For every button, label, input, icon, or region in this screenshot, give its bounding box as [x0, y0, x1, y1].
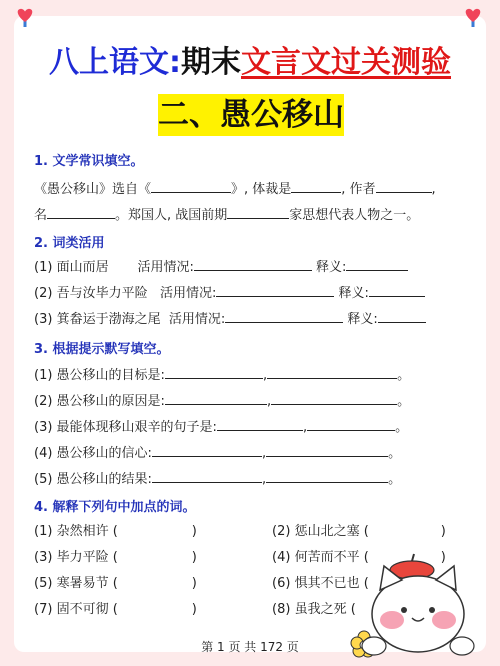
list-item [34, 468, 401, 487]
item-number: (1) [34, 260, 53, 275]
page-footer: 第 1 页 共 172 页 [201, 640, 299, 654]
item-text: 毕力平险 ( [56, 550, 118, 565]
usage-label: 活用情况: [137, 260, 194, 275]
answer-blank[interactable] [266, 444, 388, 457]
usage-label: 活用情况: [168, 312, 226, 327]
answer-blank[interactable] [225, 310, 343, 323]
item-text: (5) 愚公移山的结果: [34, 472, 152, 487]
list-item [34, 442, 401, 461]
answer-blank[interactable] [267, 366, 397, 379]
answer-blank[interactable] [151, 180, 231, 193]
item-number: (3) [34, 550, 53, 565]
answer-blank[interactable] [266, 470, 388, 483]
item-text: 惩山北之塞 ( [294, 524, 369, 539]
answer-blank[interactable] [47, 206, 115, 219]
answer-blank[interactable] [378, 310, 426, 323]
item-text: 面山而居 [56, 260, 109, 275]
item-text: (4) 愚公移山的信心: [34, 446, 152, 461]
separator: , [261, 446, 267, 461]
answer-blank[interactable] [271, 392, 397, 405]
question-line [34, 204, 419, 223]
meaning-label: 释义: [338, 286, 369, 301]
answer-blank[interactable] [152, 470, 262, 483]
lesson-title: 二、愚公移山 [158, 94, 344, 136]
list-item [34, 390, 410, 409]
terminator: 。 [388, 472, 402, 487]
separator: , [261, 472, 267, 487]
list-item [34, 282, 425, 301]
meaning-label: 释义: [316, 260, 347, 275]
item-number: (5) [34, 576, 53, 591]
separator: , [266, 394, 272, 409]
item-text: (1) 愚公移山的目标是: [34, 368, 165, 383]
section-heading-1: 1. 文学常识填空。 [34, 154, 144, 169]
question-text: 。郑国人, 战国前期 [115, 208, 228, 223]
heart-pin-icon [462, 6, 484, 28]
title-term: 期末 [181, 45, 241, 80]
item-text: (2) 愚公移山的原因是: [34, 394, 165, 409]
meaning-label: 释义: [347, 312, 378, 327]
answer-blank[interactable] [307, 418, 395, 431]
list-item [34, 256, 408, 275]
item-text: (3) 最能体现移山艰辛的句子是: [34, 420, 217, 435]
terminator: 。 [397, 394, 411, 409]
section-heading-3: 3. 根据提示默写填空。 [34, 342, 170, 357]
answer-blank[interactable] [376, 180, 432, 193]
item-text: 吾与汝毕力平险 [56, 286, 148, 301]
list-item [34, 364, 410, 383]
item-text: 寒暑易节 ( [56, 576, 118, 591]
item-number: (1) [34, 524, 53, 539]
terminator: 。 [395, 420, 409, 435]
answer-blank[interactable] [165, 392, 267, 405]
item-number: (2) [272, 524, 291, 539]
item-number: (8) [272, 602, 291, 617]
terminator: 。 [397, 368, 411, 383]
question-text: 家思想代表人物之一。 [289, 208, 420, 223]
close-paren: ) [191, 602, 197, 617]
item-number: (7) [34, 602, 53, 617]
answer-blank[interactable] [346, 258, 408, 271]
item-text: 惧其不已也 ( [294, 576, 369, 591]
title-grade: 八上语文: [49, 45, 181, 80]
item-text: 箕畚运于渤海之尾 [56, 312, 161, 327]
terminator: 。 [388, 446, 402, 461]
separator: , [262, 368, 268, 383]
answer-blank[interactable] [217, 418, 303, 431]
title-topic: 文言文过关测验 [241, 45, 451, 80]
question-text: 名 [34, 208, 48, 223]
item-number: (4) [272, 550, 291, 565]
separator: , [302, 420, 308, 435]
close-paren: ) [191, 576, 197, 591]
close-paren: ) [191, 524, 197, 539]
item-number: (3) [34, 312, 53, 327]
item-text: 固不可彻 ( [56, 602, 118, 617]
question-text: , 作者 [341, 182, 376, 197]
close-paren: ) [440, 524, 446, 539]
page-title [0, 44, 500, 82]
answer-blank[interactable] [227, 206, 289, 219]
section-heading-2: 2. 词类活用 [34, 236, 105, 251]
close-paren: ) [191, 550, 197, 565]
answer-blank[interactable] [152, 444, 262, 457]
item-number: (6) [272, 576, 291, 591]
cat-mascot-icon [340, 548, 490, 664]
question-text: , [431, 182, 436, 197]
close-paren: ) [440, 550, 446, 565]
answer-blank[interactable] [165, 366, 263, 379]
item-number: (2) [34, 286, 53, 301]
list-item [34, 308, 426, 327]
question-text: 》, 体裁是 [231, 182, 292, 197]
usage-label: 活用情况: [159, 286, 217, 301]
answer-blank[interactable] [369, 284, 425, 297]
answer-blank[interactable] [216, 284, 334, 297]
item-text: 杂然相许 ( [56, 524, 118, 539]
list-item [34, 416, 408, 435]
question-text: 《愚公移山》选自《 [34, 182, 152, 197]
item-text: 虽我之死 ( [294, 602, 356, 617]
heart-pin-icon [14, 6, 36, 28]
answer-blank[interactable] [291, 180, 341, 193]
answer-blank[interactable] [194, 258, 312, 271]
question-line [34, 178, 436, 197]
item-text: 何苦而不平 ( [294, 550, 369, 565]
section-heading-4: 4. 解释下列句中加点的词。 [34, 500, 196, 515]
list-item [34, 520, 474, 539]
